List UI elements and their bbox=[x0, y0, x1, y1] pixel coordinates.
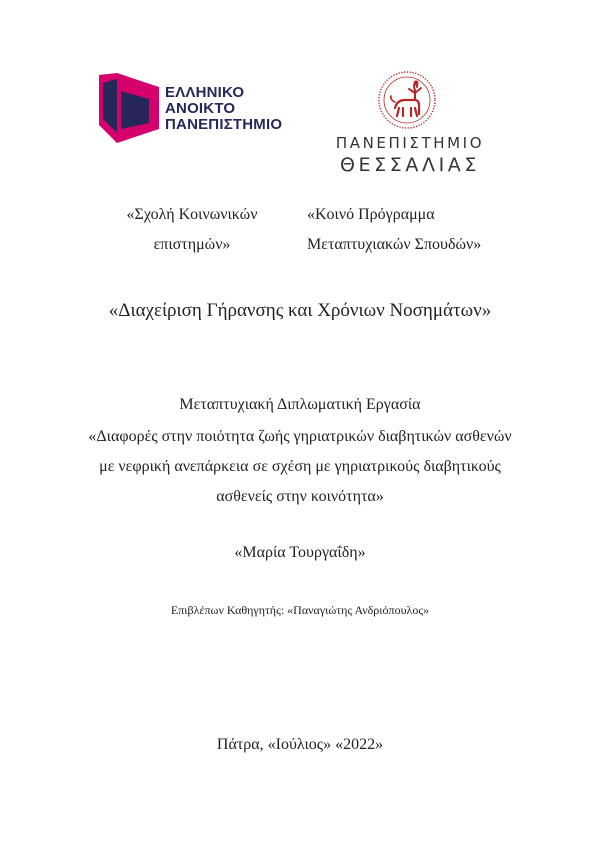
eap-logo-line: ΠΑΝΕΠΙΣΤΗΜΙΟ bbox=[165, 116, 283, 133]
program-title: «Διαχείριση Γήρανσης και Χρόνιων Νοσημάτων» bbox=[108, 300, 492, 321]
program-line1: «Κοινό Πρόγραμμα bbox=[307, 206, 435, 223]
eap-book-mark-icon bbox=[97, 73, 167, 143]
uth-logo-line2: ΘΕΣΣΑΛΙΑΣ bbox=[340, 154, 480, 176]
school-line1: «Σχολή Κοινωνικών bbox=[126, 206, 258, 223]
eap-logo-line: ΑΝΟΙΚΤΟ bbox=[165, 100, 236, 117]
uth-logo-line1: ΠΑΝΕΠΙΣΤΗΜΙΟ bbox=[335, 134, 485, 152]
eap-logo-text bbox=[165, 85, 282, 133]
thesis-title-line: «Διαφορές στην ποιότητα ζωής γηριατρικών διαβητικών ασθενών bbox=[88, 428, 512, 445]
thesis-type: Μεταπτυχιακή Διπλωματική Εργασία bbox=[179, 396, 421, 413]
eap-logo bbox=[97, 73, 287, 143]
program-line2: Μεταπτυχιακών Σπουδών» bbox=[307, 236, 482, 253]
thesis-title-line: με νεφρική ανεπάρκεια σε σχέση με γηριατρικούς διαβητικούς bbox=[99, 458, 501, 475]
author-name: «Μαρία Τουργαΐδη» bbox=[234, 544, 366, 561]
eap-logo-line: ΕΛΛΗΝΙΚΟ bbox=[165, 84, 245, 101]
centaur-seal-icon bbox=[377, 70, 437, 130]
uth-logo bbox=[330, 68, 490, 176]
place-date: Πάτρα, «Ιούλιος» «2022» bbox=[216, 736, 384, 753]
school-line2: επιστημών» bbox=[153, 236, 231, 253]
thesis-title-line: ασθενείς στην κοινότητα» bbox=[216, 488, 384, 505]
supervisor: Επιβλέπων Καθηγητής: «Παναγιώτης Ανδριόπουλος» bbox=[170, 603, 430, 617]
